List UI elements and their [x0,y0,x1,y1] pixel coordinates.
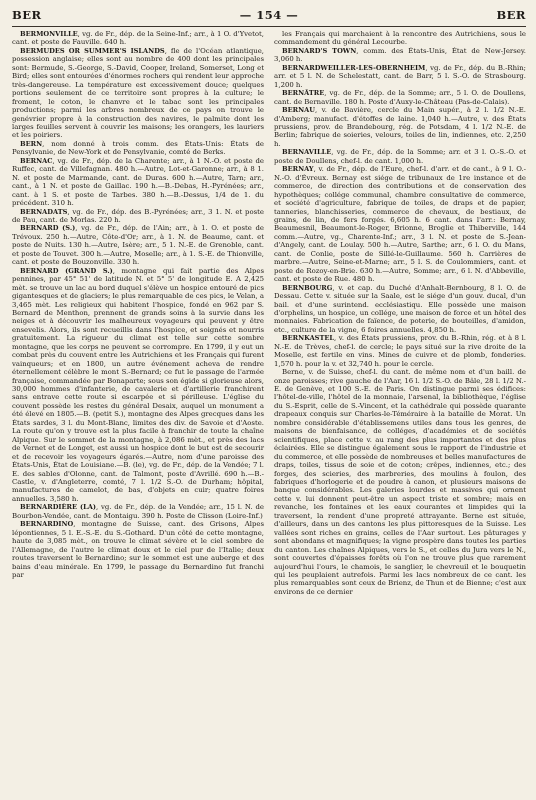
left-column [12,30,264,790]
entry-text: , vg. de Fr., dép. de la Vendée; arr., 15 l. N. de Bourbon-Vendée, cant. de Montaigu. 390 h. Poste de Clisson (Loire-Inf.) [12,503,264,520]
dictionary-entry [274,148,526,165]
entry-text: , vg. de Fr., dép. des B.-Pyrénées; arr., 3 1. N. et poste de Pau, cant. de Morlas. 220 h. [12,207,264,224]
entry-text: , montagne de Suisse, cant. des Grisons, Alpes lépontiennes, 5 l. E.-S.-E. du S.-Gothard. D'un côté de cette montagne, haute de 3,085 mèt., on trouve le climat sévère et le ciel sombre de l'Allemagne, de l'autre le climat doux et le ciel pur de l'Italie; deux routes traversent le Bernardino; sur le sommet est une auberge et des bains d'eau minérale. En 1799, le passage du Bernardino fut franchi par [12,520,264,579]
dictionary-entry [274,165,526,283]
dictionary-entry [274,47,526,64]
dictionary-entry [274,106,526,148]
entry-headword: BERNAC [20,156,53,165]
entry-text: , vg. de Fr., dép. de la Seine-Inf.; arr., à 1 O. d'Yvetot, cant. et poste de Fauville. 640 h. [12,30,264,47]
header-rule [12,26,526,27]
entry-text: , fle de l'Océan atlantique, possession anglaise; elles sont au nombre de 400 dont les principales sont: Bermude, S.-George, S.-David, Cooper, Ireland, Somerset, Long et Bird; elles sont entourées d'énormes rochers qui rendent leur approche très-dangereuse. La température est excessivement douce; quelques portions seulement de ce territoire sont propres à la culture; le froment, le coton, le chanvre et le tabac sont les principales productions; parmi les arbres nombreux de ce pays on trouve le genévrier propre à la construction des navires, le palmite dont les larges feuilles servent à couvrir les maisons; les orangers, les lauriers et les poiriers. [12,46,264,140]
entry-text: , v. des États prussiens, prov. du B.-Rhin, rég. et à 8 l. N.-E. de Trèves, chef-l. de cercle; le pays situé sur la rive droite de la Moselle, est fertile en vins. Mines de cuivre et de plomb, fonderies. 1,570 h. pour la v. et 32,740 h. pour le cercle. [274,334,526,368]
entry-headword: BERN [20,139,43,148]
entry-text: , vg. de Fr., dép. du B.-Rhin; arr. et 5 l. N. de Schelestatt, cant. de Barr, 5 l. S.-O. de Strasbourg. 1,200 h. [274,63,526,89]
dictionary-entry [274,30,526,47]
dictionary-entry [274,284,526,335]
entry-headword: BERNARD (S.) [20,224,76,233]
dictionary-entry [12,224,264,266]
dictionary-entry [274,64,526,89]
entry-headword: BERNARD (GRAND S.) [20,266,113,275]
entry-headword: BERNARDWEILLER-LES-OBERNHEIM [282,63,426,72]
header-left-word: BER [12,8,42,22]
entry-text: les Français qui marchaient à la rencontre des Autrichiens, sous le commandement du général Lecourbe. [274,30,526,47]
entry-text: , v. de Fr., dép. de l'Eure, chef-l. d'arr. et de cant., à 9 l. O.-N.-O. d'Évreux. Bernay est siége de tribunaux de 1re instance et de commerce, de direction des contributions et de conservation des hypothèques; collége communal, chambre consultative de commerce, et société d'agriculture, fabrique de toiles, de draps et de papier, tanneries, blanchisseries, commerce de chevaux, de bestiaux, de grains, de lin, de fers forgés. 6,605 h. 6 cant. dans l'arr.: Bernay, Beaumesnil, Beaumont-le-Roger, Brionne, Broglie et Thiberville, 144 comm.—Autre, vg., Charente-Inf.; arr., 3 l. N. et poste de S.-Jean-d'Angely, cant. de Loulay. 500 h.—Autre, Sarthe; arr., 6 l. O. du Mans, cant. de Conlie, poste de Sillé-le-Guillaume. 560 h. Carrières de marbre.—Autre, Seine-et-Marne; arr., 5 l. S. de Coulommiers, cant. et poste de Rozoy-en-Brie. 630 h.—Autre, Somme; arr., 6 l. N. d'Abbeville, cant. et poste de Rue. 480 h. [274,165,526,284]
entry-text: Berne, v. de Suisse, chef-l. du cant. de même nom et d'un baill. de onze paroisses; rive gauche de l'Aar, 16 l. 1/2 S.-O. de Bâle, 28 l. 1/2 N.-E. de Genève, et 100 S.-E. de Paris. On distingue parmi ses édifices: l'hôtel-de-ville, l'hôtel de la monnaie, l'arsenal, la bibliothèque, l'église du S.-Esprit, celle de S.-Vincent, et la cathédrale qui possède quarante drapeaux conquis sur Charles-le-Téméraire à la bataille de Morat. Un nombre considérable d'établissemens utiles dans tous les genres, de maisons de bienfaisance, de colléges, d'académies et de sociétés scientifiques, place cette v. au rang des plus importantes et des plus éclairées. Elle se distingue également sous le rapport de l'industrie et du commerce, et elle possède de nombreuses et belles manufactures de draps, toiles, tissus de soie et de coton; crêpes, indiennes, etc.; des forges, des scieries, des marbreries, des moulins à foulon, des fabriques d'horlogerie et de poudre à canon, et plusieurs maisons de banque considérables. Les galeries lourdes et massives qui ornent cette v. lui donnent peut-être un aspect triste et sombre; mais en revanche, les fontaines et les eaux courantes et limpides qui la traversent, la rendent d'une propreté attrayante. Berne est située, d'ailleurs, dans un des cantons les plus pittoresques de la Suisse. Les vallées sont riches en grains, celles de l'Aar surtout. Les pâturages y sont abondans et magnifiques; la vigne prospère dans toutes les parties du canton. Les chaînes Alpiques, vers le S., et celles du Jura vers le N., sont couvertes d'épaisses forêts où l'on ne trouve plus que rarement aujourd'hui l'ours, le chamois, le sanglier, le chevreuil et le bouquetin qui les peuplaient autrefois. Parmi les lacs nombreux de ce cant. les plus remarquables sont ceux de Brienz, de Thun et de Bienne; c'est aux environs de ce dernier [274,368,526,596]
dictionary-entry [12,520,264,579]
header-right-word: BER [496,8,526,22]
dictionary-entry [274,334,526,368]
entry-text: , vg. de Fr., dép. de la Charente; arr., à 1 N.-O. et poste de Ruffec, cant. de Villefagnan. 480 h.—Autre, Lot-et-Garonne; arr., à 8 1. N. et poste de Marmande, cant. de Duras. 600 h.—Autre, Tarn; arr., cant., à 1 N. et poste de Gaillac. 190 h.—B.-Debas, H.-Pyrénées; arr., cant. à 1 S. et poste de Tarbes. 380 h.—B.-Dessus, 1/4 de 1. du précédent. 310 h. [12,156,264,208]
dictionary-entry [274,89,526,106]
dictionary-entry [12,267,264,504]
entry-text: , montagne qui fait partie des Alpes pennines, par 45° 51' de latitude N. et 5° 5' de longitude E. A 2,425 mèt. se trouve un lac au bord duquel s'élève un hospice entouré de pics gigantesques et de glaciers; le plus remarquable de ces pics, le Velan, a 3,465 mèt. Les religieux qui habitent l'hospice, fondé en 962 par S. Bernard de Menthon, prennent de grands soins à la survie dans les neiges et à découvrir les malheureux voyageurs qui peuvent y être ensevelis. Alors, ils sont recueillis dans l'hospice, et soignés et nourris gratuitement. La rigueur du climat est telle sur cette sombre montagne, que les corps ne peuvent se corrompre. En 1799, il y eut un combat près du couvent entre les Autrichiens et les Français qui furent vainqueurs; et en 1800, un autre événement acheva de rendre éternellement célèbre le mont S.-Bernard; ce fut le passage de l'armée française, commandée par Bonaparte; sous son égide si glorieuse alors, 30,000 hommes d'infanterie, de cavalerie et d'artillerie franchirent sans entrave cette route si escarpée et si périlleuse. L'église du couvent possède les restes du général Desaix, auquel un monument a été élevé en 1805.—B. (petit S.), montagne des Alpes grecques dans les États sardes, 3 l. du Mont-Blanc, limites des div. de Savoie et d'Aoste. La route qu'on y trouve est la plus facile à franchir de toute la chaîne Alpique. Sur le sommet de la montagne, à 2,086 mèt., et près des lacs de Vernet et de Longet, est aussi un hospice dont le but est de secourir et de recevoir les voyageurs égarés.—Autre, nom d'une paroisse des États-Unis, État de Louisiane.—B. (le), vg. de Fr., dép. de la Vendée; 7 l. E. des sables d'Olonne, cant. de Talmont, poste d'Avrillé. 690 h.—B.-Castle, v. d'Angleterre, comté, 7 l. 1/2 S.-O. de Durham; hôpital, manufactures de camelot, de bas, d'objets en cuir; quatre foires annuelles. 3,580 h. [12,266,264,503]
entry-headword: BERNKASTEL [282,334,335,343]
right-column [274,30,526,790]
dictionary-entry [12,157,264,208]
dictionary-entry [12,208,264,225]
entry-headword: BERMUDES OR SUMMER'S ISLANDS [20,46,165,55]
entry-headword: BERNARDINO [20,520,74,529]
entry-headword: BERNARDIÈRE (LA) [20,503,96,512]
dictionary-entry [12,30,264,47]
entry-text: , vg. de Fr., dép. de la Somme; arr., 5 l. O. de Doullens, cant. de Bernaville. 180 h. Poste d'Auxy-le-Château (Pas-de-Calais). [274,89,526,106]
dictionary-entry [12,503,264,520]
entry-headword: BERNARD'S TOWN [282,46,357,55]
entry-text: , v. de Bavière, cercle du Main supér., à 2 l. 1/2 N.-E. d'Amberg; manufact. d'étoffes de laine. 1,040 h.—Autre, v. des États prussiens, prov. de Brandebourg, rég. de Potsdam, 4 l. 1/2 N.-E. de Berlin; fabrique de soieries, velours, toiles de lin, indiennes, etc. 2,250 h. [274,106,526,148]
entry-headword: BERMONVILLE [20,30,78,38]
text-columns [12,30,526,790]
entry-headword: BERNAY [282,165,314,174]
entry-text: , vg. de Fr., dép. de l'Ain; arr., à 1. O. et poste de Trévoux. 250 h.—Autre, Côte-d'Or; arr., à 1. N. de Beaume, cant. et poste de Nuits. 130 h.—Autre, Isère; arr., 5 1. N.-E. de Grenoble, cant. et poste de Touvet. 300 h.—Autre, Moselle; arr., à 1. S.-E. de Thionville, cant. et poste de Bouzonville. 330 h. [12,224,264,267]
entry-text: , v. et cap. du Duché d'Anhalt-Bernbourg, 8 l. O. de Dessau. Cette v. située sur la Saale, est le siége d'un gouv. ducal, d'un bail. et d'une surintend. ecclésiastiqu. Elle possède une maison d'orphelins, un hospice, un collége, une maison de force et un hôtel des monnaies. Fabrication de faïence, de poterie, de bouteilles, d'amidon, etc., culture de la vigne, 6 foires annuelles. 4,850 h. [274,283,526,334]
entry-text: , comm. des États-Unis, État de New-Jersey. 3,060 h. [274,46,526,64]
dictionary-entry [274,368,526,596]
entry-headword: BERNÂTRE [282,89,325,98]
dictionary-entry [12,47,264,140]
entry-headword: BERNADATS [20,207,68,216]
entry-headword: BERNAVILLE [282,148,332,157]
entry-text: , nom donné à trois comm. des États-Unis: États de Pensylvanie, de New-York et de Pensylvanie, comté de Berks. [12,139,264,157]
entry-headword: BERNBOURG [282,283,333,292]
entry-text: , vg. de Fr., dép. de la Somme; arr. et 3 l. O.-S.-O. et poste de Doullens, chef-l. de cant. 1,000 h. [274,148,526,165]
dictionary-entry [12,140,264,157]
running-header [12,6,526,24]
entry-headword: BERNAU [282,106,315,115]
page-number: — 154 — [239,8,299,22]
